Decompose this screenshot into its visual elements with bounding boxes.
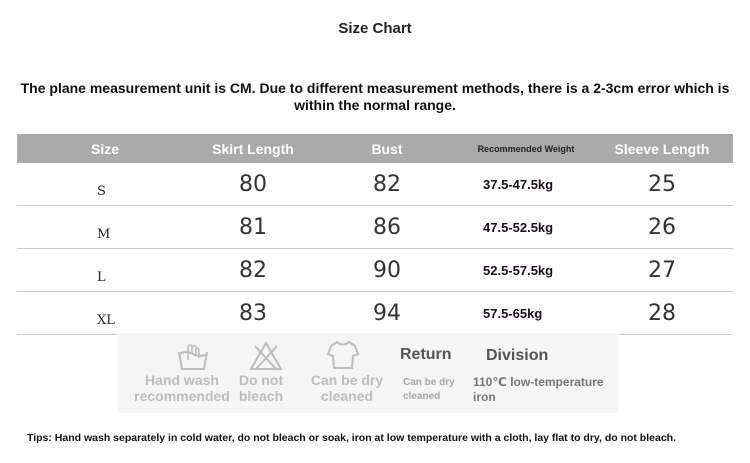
cell-skirt-length: 83 [239,300,267,326]
header-sleeve-length: Sleeve Length [614,140,710,157]
cell-skirt-length: 82 [239,257,267,283]
cell-sleeve-length: 25 [648,171,676,197]
division-heading: Division [486,347,549,364]
return-text: Can be dry cleaned [403,377,455,402]
table-row [17,206,733,249]
no-bleach-label: Do not bleach [238,372,284,404]
header-skirt-length: Skirt Length [212,140,294,157]
division-text: 110℃ low-temperature iron [473,375,604,404]
cell-weight: 47.5-52.5kg [483,219,554,235]
cell-size: S [97,183,106,199]
table-row [17,163,733,206]
table-row [17,292,733,335]
return-heading: Return [400,346,452,363]
care-instructions [118,333,618,413]
header-bust: Bust [371,140,403,157]
hand-wash-icon [176,340,210,372]
cell-bust: 82 [373,171,401,197]
cell-weight: 57.5-65kg [483,305,543,321]
cell-sleeve-length: 26 [648,214,676,240]
cell-bust: 86 [373,214,401,240]
cell-weight: 37.5-47.5kg [483,176,554,192]
page-title: Size Chart [338,20,412,37]
header-recommended-weight: Recommended Weight [477,143,575,154]
table-row [17,249,733,292]
cell-sleeve-length: 27 [648,257,676,283]
measurement-note: The plane measurement unit is CM. Due to different measurement methods, there is a 2-3cm error which is within the normal range. [20,80,730,113]
cell-sleeve-length: 28 [648,300,676,326]
cell-bust: 94 [373,300,401,326]
table-header [17,134,733,163]
cell-size: M [97,226,111,242]
cell-skirt-length: 81 [239,214,267,240]
shirt-icon [326,339,360,371]
cell-bust: 90 [373,257,401,283]
care-tips: Tips: Hand wash separately in cold water, do not bleach or soak, iron at low temperature with a cloth, lay flat to dry, do not bleach. [27,432,676,444]
cell-size: XL [97,312,115,328]
cell-size: L [97,269,106,285]
cell-weight: 52.5-57.5kg [483,262,554,278]
no-bleach-icon [249,340,283,372]
size-table [17,134,733,335]
cell-skirt-length: 80 [239,171,267,197]
header-size: Size [90,140,119,157]
dry-clean-label: Can be dry cleaned [310,372,384,404]
hand-wash-label: Hand wash recommended [134,372,230,404]
